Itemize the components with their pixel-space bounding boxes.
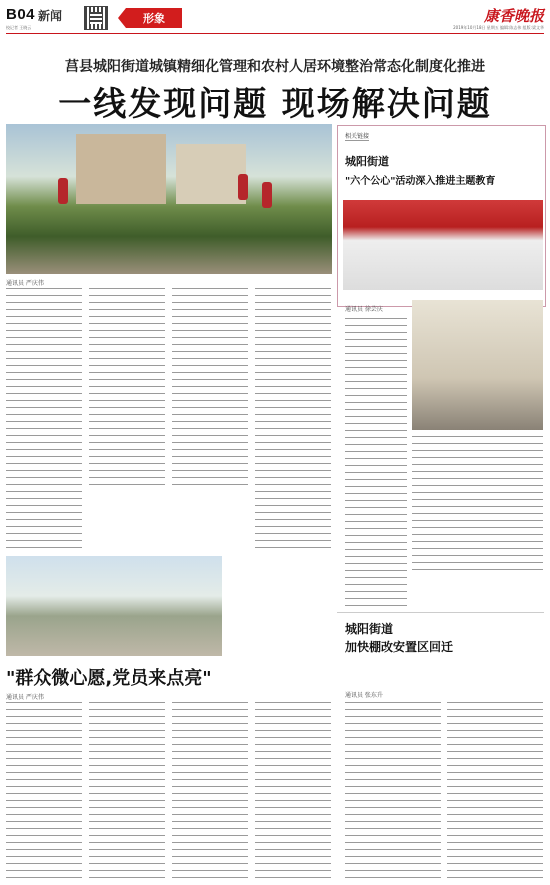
section2-byline: 通讯员 严庆伟	[6, 694, 44, 701]
street-photo	[6, 556, 222, 656]
newspaper-logo: 康香晚报	[483, 7, 544, 25]
section3-column-1	[345, 702, 441, 878]
section-tag: 形象	[126, 8, 182, 28]
article-column-1	[6, 288, 82, 548]
article-title: 一线发现问题 现场解决问题	[58, 84, 492, 123]
section2-title: "群众微心愿,党员来点亮"	[6, 668, 212, 689]
header-rule	[6, 33, 544, 34]
section-name: 新闻	[38, 9, 63, 23]
qr-code-icon	[84, 6, 108, 30]
page-number: B04	[6, 6, 36, 23]
section2-column-3	[172, 702, 248, 878]
speaker-photo	[412, 300, 543, 430]
related-byline: 通讯员 徐芸庆	[345, 306, 383, 313]
section3-byline: 通讯员 张东升	[345, 692, 383, 699]
related-label: 相关链接	[345, 133, 370, 140]
related-title-line1: 城阳街道	[345, 155, 389, 168]
section2-column-2	[89, 702, 165, 878]
section2-column-4	[255, 702, 331, 878]
section3-column-2	[447, 702, 543, 878]
article-column-2	[89, 288, 165, 488]
article-column-4	[255, 288, 331, 548]
related-title-line2: "六个公心"活动深入推进主题教育	[345, 176, 496, 187]
section2-column-1	[6, 702, 82, 878]
divider	[337, 612, 544, 613]
date-line: 2019年10月18日 星期五 编辑:陈志伟 组版:梁文华	[453, 25, 544, 30]
editor-line: 校记者 王晓云	[6, 25, 32, 30]
related-column-1	[345, 318, 407, 608]
article-column-3	[172, 288, 248, 488]
meeting-photo	[343, 200, 543, 290]
section3-title-line2: 加快棚改安置区回迁	[345, 640, 454, 654]
article-byline: 通讯员 严庆伟	[6, 280, 44, 287]
related-column-2	[412, 436, 543, 576]
main-photo	[6, 124, 332, 274]
section3-title-line1: 城阳街道	[345, 622, 394, 636]
article-subtitle: 莒县城阳街道城镇精细化管理和农村人居环境整治常态化制度化推进	[65, 59, 485, 75]
